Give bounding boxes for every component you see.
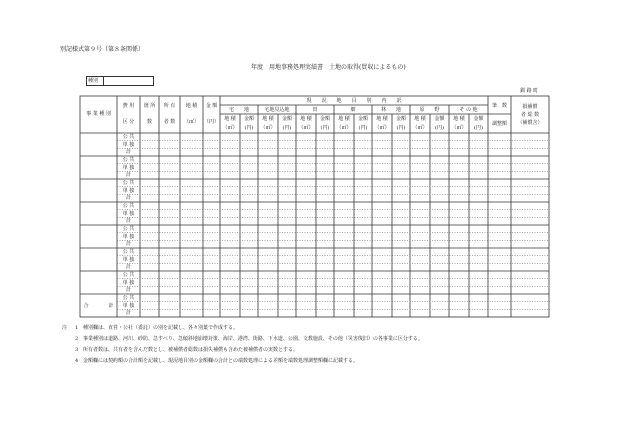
sub-amount xyxy=(392,116,410,131)
sub-area-line1: 地 積 xyxy=(414,116,426,122)
row-label-tandoku: 単 独 xyxy=(122,302,135,309)
header-shoyu xyxy=(159,103,180,125)
sub-area-line1: 地 積 xyxy=(262,116,274,122)
form-reference: 別記様式第９号（第８条関係） xyxy=(60,46,145,53)
note-number: 2 xyxy=(75,336,79,342)
note-text: 金額欄には契約額の合計額を記載し、現況地目別の金額欄の合計との端数処理による差額を端数処理調整額欄に記載する。 xyxy=(83,358,359,364)
header-hosho-line2: 者 総 数 xyxy=(520,112,540,118)
sub-area-line1: 地 積 xyxy=(224,116,236,122)
header-kasho-line1: 箇 所 xyxy=(143,103,156,109)
land-type-sonota: そ の 他 xyxy=(459,107,478,113)
land-type-rinchi: 林 地 xyxy=(380,107,401,113)
header-chiseki-line1: 地 積 xyxy=(185,103,198,109)
row-label-tandoku: 単 独 xyxy=(122,164,135,171)
sub-amount xyxy=(278,116,296,131)
sub-area-line1: 地 積 xyxy=(376,116,388,122)
row-label-kokyo: 公 共 xyxy=(122,295,135,301)
header-kingaku-line2: （円） xyxy=(203,119,219,125)
note-text: 事業種別は道路、河川、砂防、急すべり、急傾斜地崩壊対策、海岸、港湾、街路、下水道、公園、文教施設、その他（災害復旧）の各事業に区分する。 xyxy=(83,336,423,342)
header-genkyo: 現 況 地 目 別 内 訳 xyxy=(306,98,402,104)
row-label-tandoku: 単 独 xyxy=(122,256,135,263)
sub-area xyxy=(410,116,430,131)
header-hosho-line3: （補償含） xyxy=(517,120,543,126)
document-title: 年度 用地事務処理実績書 土地の取得(買収によるもの) xyxy=(251,64,406,71)
header-kingaku-line1: 金 額 xyxy=(205,103,218,109)
note-text: 所有者数は、共有者を含んだ数とし、被補償者総数は損失補償も含めた被補償者の実数とする。 xyxy=(83,347,299,353)
note-number: 1 xyxy=(75,325,79,331)
header-kasho-line2: 数 xyxy=(146,119,152,125)
sub-area xyxy=(258,116,278,131)
note-item xyxy=(62,358,423,369)
sub-amount-line2: (円) xyxy=(474,125,483,131)
sub-amount-line2: (円) xyxy=(244,125,254,131)
sub-area-line2: （㎡） xyxy=(412,125,428,131)
row-label-kokyo: 公 共 xyxy=(122,203,135,209)
header-jigyo: 事 業 種 別 xyxy=(86,111,111,117)
row-label-tandoku: 単 独 xyxy=(122,210,135,217)
header-shoyu-line2: 者 数 xyxy=(163,119,176,125)
row-label-tandoku: 単 独 xyxy=(122,141,135,148)
note-item xyxy=(62,325,423,336)
land-type-takuchi: 宅 地 xyxy=(228,107,249,113)
row-label-kokyo: 公 共 xyxy=(122,272,135,278)
row-label-tandoku: 単 独 xyxy=(122,279,135,286)
row-label-kei: 計 xyxy=(125,310,131,317)
note-item xyxy=(62,347,423,358)
row-label-kei: 計 xyxy=(125,241,131,248)
sub-area xyxy=(296,116,316,131)
row-label-kokyo: 公 共 xyxy=(122,249,135,255)
row-label-kei: 計 xyxy=(125,149,131,156)
sub-amount-line1: 金額 xyxy=(395,116,406,122)
town-name: 釧 路 町 xyxy=(520,88,539,94)
header-hiyo-line1: 費 用 xyxy=(122,103,135,109)
sub-area-line2: （㎡） xyxy=(336,125,352,131)
sub-amount-line2: (円) xyxy=(282,125,292,131)
sub-amount xyxy=(316,116,334,131)
header-kasho xyxy=(140,103,159,125)
header-kingaku xyxy=(203,103,220,125)
sub-amount-line1: 金額 xyxy=(357,116,368,122)
land-type-ta: 田 xyxy=(312,107,318,113)
row-label-kokyo: 公 共 xyxy=(122,157,135,163)
header-bunsu: 筆 数 xyxy=(491,103,507,109)
sub-amount-line1: 金額 xyxy=(319,116,330,122)
row-label-tandoku: 単 独 xyxy=(122,187,135,194)
header-hiyo-line2: 区 分 xyxy=(122,119,135,125)
header-chiseki xyxy=(180,103,203,125)
sub-amount xyxy=(354,116,372,131)
row-label-kokyo: 公 共 xyxy=(122,134,135,140)
sub-area-line1: 地 積 xyxy=(453,116,465,122)
header-hiyo xyxy=(117,103,140,125)
land-type-genya: 原 野 xyxy=(419,107,440,113)
sub-amount xyxy=(469,116,488,131)
row-label-kei: 計 xyxy=(125,195,131,202)
sub-amount-line2: (円) xyxy=(320,125,330,131)
sub-area-line1: 地 積 xyxy=(338,116,350,122)
sub-amount-line1: 金額 xyxy=(281,116,292,122)
sub-amount-line2: (円) xyxy=(358,125,368,131)
sub-area xyxy=(334,116,354,131)
header-hosho-line1: 損補償 xyxy=(522,104,538,110)
row-label-kei: 計 xyxy=(125,218,131,225)
sub-amount-line2: (円) xyxy=(396,125,406,131)
sub-amount-line2: (円) xyxy=(435,125,444,131)
header-chosei: 調整額 xyxy=(491,121,507,127)
sub-amount xyxy=(240,116,258,131)
total-label: 合 計 xyxy=(83,303,114,309)
notes xyxy=(62,325,423,369)
sub-area-line2: （㎡） xyxy=(222,125,238,131)
sub-area-line1: 地 積 xyxy=(300,116,312,122)
row-label-tandoku: 単 独 xyxy=(122,233,135,240)
sub-amount-line1: 金額 xyxy=(243,116,254,122)
sub-area xyxy=(220,116,240,131)
header-chiseki-line2: （㎡） xyxy=(183,119,199,125)
sub-area-line2: （㎡） xyxy=(260,125,276,131)
sub-area-line2: （㎡） xyxy=(374,125,390,131)
note-number: 3 xyxy=(75,347,79,353)
land-type-takuchi-mikomi: 宅地見込地 xyxy=(264,107,290,113)
sub-area-line2: （㎡） xyxy=(298,125,314,131)
row-label-kokyo: 公 共 xyxy=(122,226,135,232)
note-number: 4 xyxy=(75,358,79,364)
row-label-kokyo: 公 共 xyxy=(122,180,135,186)
notes-head: 注 xyxy=(62,325,68,331)
sub-area xyxy=(449,116,469,131)
sub-area-line2: （㎡） xyxy=(451,125,467,131)
note-text: 種別欄は、直営・公社（委託）の別を記載し、各々別葉で作成する。 xyxy=(83,325,239,331)
header-hosho xyxy=(511,104,549,126)
sub-amount xyxy=(430,116,449,131)
row-label-kei: 計 xyxy=(125,172,131,179)
note-item xyxy=(62,336,423,347)
row-label-kei: 計 xyxy=(125,287,131,294)
kind-label: 種別 xyxy=(88,78,99,84)
sub-amount-line1: 金額 xyxy=(473,116,484,122)
row-label-kei: 計 xyxy=(125,264,131,271)
sub-amount-line1: 金額 xyxy=(434,116,445,122)
land-type-hata: 畑 xyxy=(350,107,356,113)
header-shoyu-line1: 所 有 xyxy=(163,103,176,109)
sub-area xyxy=(372,116,392,131)
